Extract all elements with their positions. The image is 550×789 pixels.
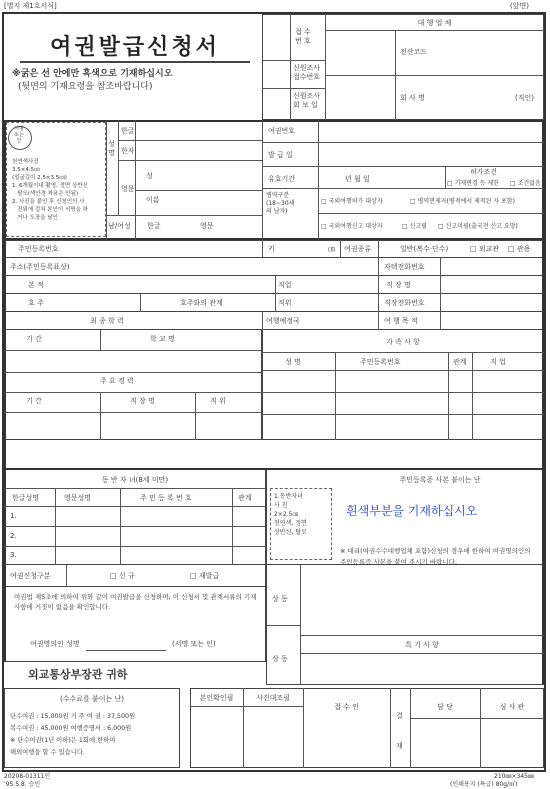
hanja-label: 한자: [121, 147, 135, 155]
relation-label: 호주와의 관계: [180, 299, 223, 307]
gender-label: 남/여성: [108, 222, 131, 230]
id-check-report: 신원조사 회 보 일: [293, 92, 321, 109]
given-label: 이름: [146, 196, 160, 204]
height-unit: ㎝: [328, 245, 335, 253]
check-block: [266, 565, 544, 685]
title-label: 직위: [278, 299, 292, 307]
area-code-label: 전산코드: [400, 48, 428, 56]
height-korean-label: 한글: [147, 222, 161, 230]
apply-reissue[interactable]: □ 재발급: [190, 572, 220, 580]
row-domicile: [4, 276, 544, 294]
apply-type-label: 여권신청구분: [10, 572, 51, 580]
companion-col-relation: 관계: [238, 494, 252, 502]
fee-title: (수수료를 붙이는 난): [59, 695, 124, 703]
side-label: (앞면): [510, 2, 529, 10]
family-title: 가 족 사 항: [386, 338, 420, 346]
resident-no-label: 주민등록번호: [18, 245, 59, 253]
check-2-label: 상 동: [272, 655, 288, 663]
issue-date-label: 발 급 일: [268, 151, 293, 159]
korean-label: 한글: [121, 127, 135, 135]
footer-paper: (인쇄용지 (특급) 80g/㎡): [450, 781, 518, 788]
companion-col-resident: 주 민 등 록 번 호: [140, 494, 192, 502]
sign-label: 서명 또는 인: [14, 126, 24, 144]
id-copy-title: 주민등록증 사본 붙이는 난: [399, 476, 481, 484]
mil-opt3[interactable]: □ 국외여행신고 대상자: [321, 223, 383, 230]
education-label: 최 종 학 력: [90, 317, 124, 325]
self-confirm-label: 본인확인필: [199, 694, 234, 702]
form-ref: [별지 제1호서식]: [4, 2, 57, 10]
apply-new[interactable]: □ 신 규: [110, 572, 135, 580]
domicile-label: 본 적: [28, 281, 44, 289]
holder-name-label: 여권명의인 성명: [30, 640, 80, 648]
name-label: 성 명: [108, 140, 115, 157]
blue-note: 흰색부분을 기재하십시오: [346, 504, 478, 518]
family-col-job: 직 업: [490, 358, 506, 366]
person-label: 담 당: [437, 703, 453, 711]
family-col-name: 성 명: [285, 358, 301, 366]
mil-opt4[interactable]: □ 신고필: [402, 223, 427, 230]
fee-line2: 복수여권 : 45,000원 여행증명서 : 6,000원: [10, 725, 132, 732]
home-phone-label: 자택전화번호: [384, 263, 425, 271]
footer-approved: '95.5.8. 승인: [4, 781, 41, 788]
company-name-label: 회 사 명: [400, 94, 425, 102]
type-general[interactable]: 일반(복수·단수): [400, 245, 449, 253]
career-label: 주 요 경 력: [100, 377, 134, 385]
family-col-relation: 관계: [453, 358, 467, 366]
footer-size: 210㎜×345㎜: [494, 773, 534, 780]
householder-label: 호 주: [28, 299, 44, 307]
permit-opt1[interactable]: □ 기재변경 등 제한: [447, 180, 499, 187]
companion-col-korean: 한글성명: [12, 494, 40, 502]
english-label: 영문: [121, 185, 135, 193]
address-label: 주소(주민등록표상): [10, 263, 70, 271]
child-photo-label: 1.동반자녀 사 진 2×2.5㎝ 천연색, 정면 상반신, 탈모: [274, 493, 307, 536]
school-label: 학 교 명: [150, 335, 175, 343]
decision2-label: 재: [396, 742, 403, 750]
companion-col-english: 영문성명: [64, 494, 92, 502]
period-label: 기 간: [26, 335, 42, 343]
notice-line2: (뒷면의 기재요령을 참조바랍니다): [18, 82, 153, 92]
agent-note: ※ 대리(여권수수대행업체 포함)신청의 경우에 한하여 여권명의인의 주민등록증 사본을 붙여 주시기 바랍니다.: [340, 547, 531, 566]
seal-label: (직인): [515, 94, 534, 102]
companion-row-3: 3.: [10, 551, 17, 559]
companion-row-2: 2.: [10, 532, 17, 540]
gap-band: [4, 440, 544, 470]
holder-sign-label: (서명 또는 인): [172, 640, 216, 648]
type-official[interactable]: □ 관용: [508, 245, 531, 253]
fee-line1: 단수여권 : 15,000원 거 주 여 권 : 37,500원: [10, 713, 136, 720]
position-label: 직 위: [210, 397, 226, 405]
job-label: 직업: [278, 281, 292, 289]
mil-opt2[interactable]: □ 병역면제자(병적에서 제적된 자 포함): [410, 198, 515, 205]
reception-no: 접 수 번 호: [295, 28, 311, 45]
row-householder: [4, 294, 544, 312]
validity-ymd: 년 월 일: [345, 175, 370, 183]
type-diplomat[interactable]: □ 외교관: [470, 245, 500, 253]
special-notes-title: 특 기 사 항: [405, 641, 439, 649]
period2-label: 기 간: [26, 397, 42, 405]
permit-opt2[interactable]: □ 조건없음: [510, 180, 541, 187]
work-place-label: 직 장 명: [386, 281, 411, 289]
agency-label: 대 행 업 체: [417, 19, 452, 27]
surname-label: 성: [146, 172, 153, 180]
passport-no-label: 여권번호: [268, 127, 296, 135]
check-1-label: 상 동: [272, 595, 288, 603]
decision-label: 결: [396, 712, 403, 720]
height-english-label: 영문: [200, 222, 214, 230]
photo-compare-label: 사진대조필: [256, 694, 290, 702]
workplace-label: 직 장 명: [130, 397, 155, 405]
mil-opt5[interactable]: □ 신고미필(출국전 신고 요망): [438, 223, 518, 230]
footer-code: 20208-01311인: [4, 773, 51, 780]
destination-label: 여행예정국: [266, 317, 300, 325]
fee-line4: 해외여행을 할 수 있습니다.: [10, 749, 85, 756]
photo-spec: 천연색사진 3.5×4.5㎝ (얼굴길이 2.5×3.5㎝) 1. 6개월이내 촬영, 정면 상반신 탈모(색안경 착용은 안됨) 2. 사진을 붙인 후 신청인의 사 진위에 걸쳐 본인이 서명을 하 거나 도장을 날인: [12, 159, 88, 221]
addressee: 외교통상부장관 귀하: [28, 668, 128, 681]
military-label: 병역구분 (18~30세 의 남자): [266, 192, 295, 215]
row-address: [4, 258, 544, 276]
permit-title: 허가조건: [470, 168, 498, 176]
fee-line3: ※ 단수여권(1년 이하)은 1회에 한하여: [10, 737, 116, 744]
family-col-resident: 주민등록번호: [360, 358, 401, 366]
purpose-label: 여 행 목 적: [384, 317, 418, 325]
validity-label: 유효기간: [268, 175, 296, 183]
companion-title: 동 반 자 녀(8세 미만): [101, 476, 169, 484]
receiver-label: 접 수 인: [334, 703, 359, 711]
declaration-text: 여권법 제5조에 의하여 위와 같이 여권발급을 신청하며, 이 신청서 및 관계서류의 기재사항에 거짓이 없음을 확인합니다.: [14, 593, 257, 611]
work-tel-label: 직장전화번호: [384, 299, 425, 307]
page-title: 여권발급신청서: [20, 30, 250, 63]
id-check-no: 신원조사 접수번호: [293, 64, 321, 81]
notice-line1: ※굵은 선 안에만 흑색으로 기재하십시오: [12, 69, 173, 79]
companion-row-1: 1.: [10, 512, 17, 520]
reviewer-label: 심 사 관: [499, 703, 525, 711]
passport-type-label: 여권종류: [344, 245, 372, 253]
height-label: 키: [268, 245, 275, 253]
mil-opt1[interactable]: □ 국외여행허가 대상자: [321, 198, 383, 205]
